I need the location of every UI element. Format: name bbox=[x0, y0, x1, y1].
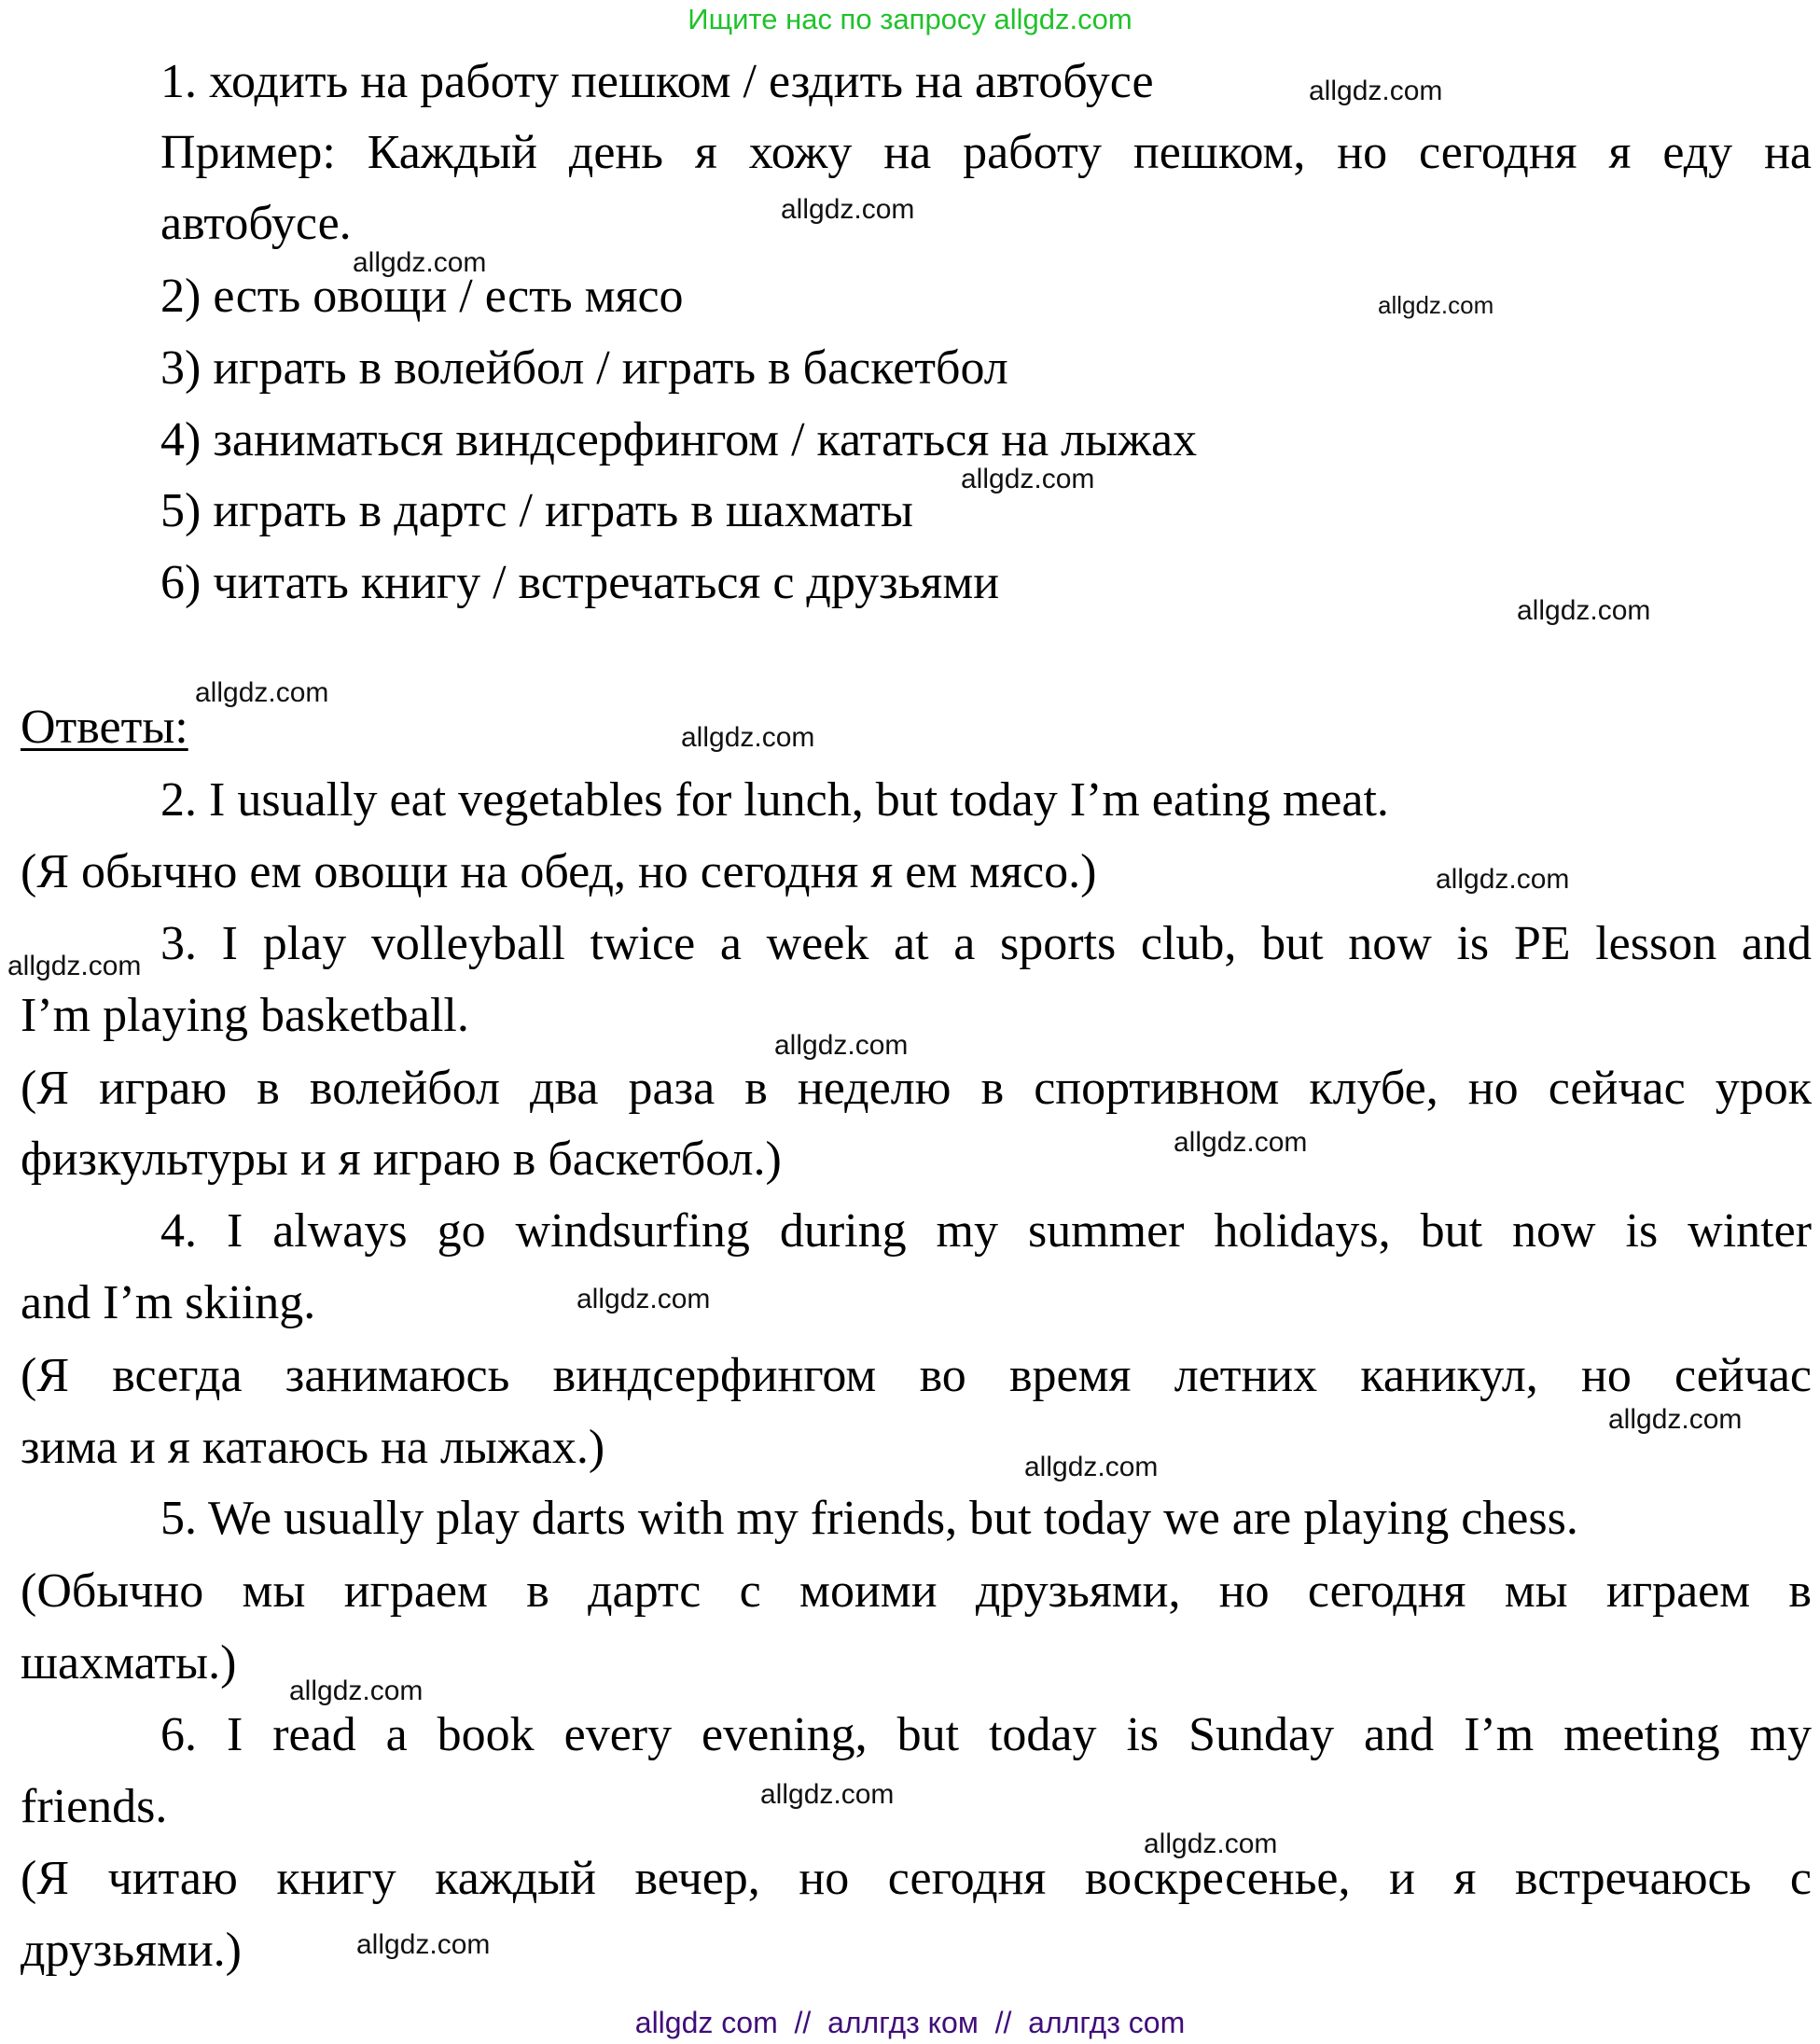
answer-2-en: 2. I usually eat vegetables for lunch, but today I’m eating meat. bbox=[160, 773, 1389, 827]
answer-4-ru-line-2: зима и я катаюсь на лыжах.) bbox=[21, 1421, 605, 1474]
watermark: allgdz.com bbox=[577, 1284, 711, 1314]
answer-4-en-line-2: and I’m skiing. bbox=[21, 1276, 316, 1329]
watermark: allgdz.com bbox=[681, 722, 815, 753]
task-item-1: 1. ходить на работу пешком / ездить на автобусе bbox=[160, 55, 1154, 108]
watermark: allgdz.com bbox=[1144, 1828, 1278, 1859]
answer-3-ru-line-1: (Я играю в волейбол два раза в неделю в спортивном клубе, но сейчас урок bbox=[21, 1062, 1812, 1115]
watermark: allgdz.com bbox=[760, 1779, 895, 1810]
task-item-5: 5) играть в дартс / играть в шахматы bbox=[160, 484, 913, 537]
task-example-line-2: автобусе. bbox=[160, 197, 352, 250]
answer-6-ru-line-1: (Я читаю книгу каждый вечер, но сегодня воскресенье, и я встречаюсь с bbox=[21, 1852, 1812, 1905]
task-item-2: 2) есть овощи / есть мясо bbox=[160, 270, 684, 323]
watermark: allgdz.com bbox=[7, 951, 142, 981]
watermark: allgdz.com bbox=[1378, 291, 1494, 319]
watermark: allgdz.com bbox=[1024, 1452, 1159, 1482]
watermark: allgdz.com bbox=[781, 194, 915, 225]
answer-3-en-line-1: 3. I play volleyball twice a week at a sports club, but now is PE lesson and bbox=[160, 917, 1812, 970]
answer-4-ru-line-1: (Я всегда занимаюсь виндсерфингом во время летних каникул, но сейчас bbox=[21, 1349, 1812, 1402]
watermark: allgdz.com bbox=[1517, 595, 1651, 626]
watermark: allgdz.com bbox=[289, 1676, 424, 1706]
task-example-line-1: Пример: Каждый день я хожу на работу пешком, но сегодня я еду на bbox=[160, 126, 1812, 179]
watermark: allgdz.com bbox=[961, 464, 1095, 494]
answer-5-ru-line-1: (Обычно мы играем в дартс с моими друзьями, но сегодня мы играем в bbox=[21, 1564, 1812, 1618]
answer-6-ru-line-2: друзьями.) bbox=[21, 1924, 242, 1977]
watermark: allgdz.com bbox=[356, 1929, 491, 1960]
answer-6-en-line-2: friends. bbox=[21, 1780, 168, 1833]
answer-6-en-line-1: 6. I read a book every evening, but today is Sunday and I’m meeting my bbox=[160, 1708, 1812, 1761]
task-item-6: 6) читать книгу / встречаться с друзьями bbox=[160, 556, 1000, 609]
watermark: allgdz.com bbox=[1309, 76, 1443, 106]
answer-5-en: 5. We usually play darts with my friends, but today we are playing chess. bbox=[160, 1492, 1578, 1545]
answer-5-ru-line-2: шахматы.) bbox=[21, 1636, 237, 1689]
watermark: allgdz.com bbox=[353, 247, 487, 278]
watermark: allgdz.com bbox=[195, 677, 329, 708]
watermark: allgdz.com bbox=[1436, 864, 1570, 895]
answer-2-ru: (Я обычно ем овощи на обед, но сегодня я ем мясо.) bbox=[21, 845, 1097, 898]
answer-3-en-line-2: I’m playing basketball. bbox=[21, 989, 469, 1042]
task-item-4: 4) заниматься виндсерфингом / кататься на лыжах bbox=[160, 413, 1198, 466]
watermark: allgdz.com bbox=[774, 1030, 909, 1061]
watermark: allgdz.com bbox=[1608, 1404, 1743, 1435]
task-item-3: 3) играть в волейбол / играть в баскетбол bbox=[160, 341, 1008, 395]
site-footer-banner[interactable]: allgdz com // аллгдз ком // аллгдз com bbox=[634, 2006, 1186, 2039]
answers-heading: Ответы: bbox=[21, 701, 188, 754]
answer-3-ru-line-2: физкультуры и я играю в баскетбол.) bbox=[21, 1133, 782, 1186]
watermark: allgdz.com bbox=[1174, 1127, 1308, 1158]
site-search-banner[interactable]: Ищите нас по запросу allgdz.com bbox=[688, 3, 1132, 35]
answer-4-en-line-1: 4. I always go windsurfing during my summer holidays, but now is winter bbox=[160, 1204, 1812, 1258]
